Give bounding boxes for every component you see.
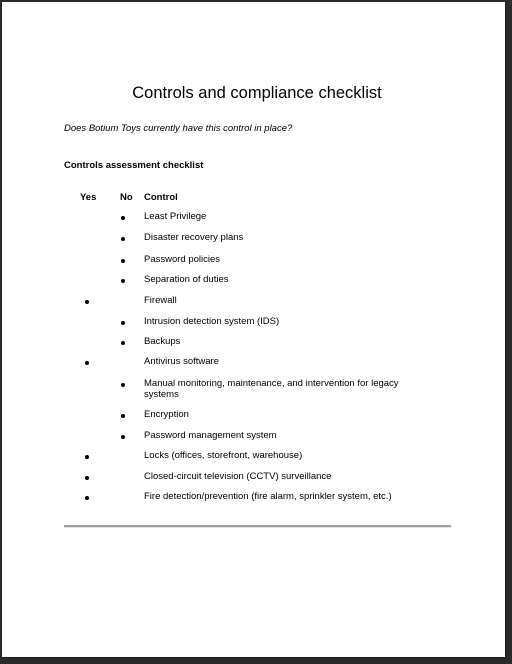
control-label: Encryption bbox=[144, 409, 189, 420]
bullet-mark-icon bbox=[121, 237, 125, 241]
bullet-mark-icon bbox=[121, 321, 125, 325]
bullet-mark-icon bbox=[121, 435, 125, 439]
bullet-mark-icon bbox=[121, 259, 125, 263]
control-label: Manual monitoring, maintenance, and intervention for legacy systems bbox=[144, 378, 399, 400]
bullet-mark-icon bbox=[85, 300, 89, 304]
control-label: Antivirus software bbox=[144, 356, 219, 367]
control-label: Intrusion detection system (IDS) bbox=[144, 316, 280, 327]
document-title: Controls and compliance checklist bbox=[132, 84, 382, 102]
control-label: Fire detection/prevention (fire alarm, sprinkler system, etc.) bbox=[144, 491, 392, 502]
control-label: Closed-circuit television (CCTV) surveillance bbox=[144, 471, 332, 482]
control-label: Password policies bbox=[144, 254, 221, 265]
bullet-mark-icon bbox=[121, 383, 125, 387]
control-label: Locks (offices, storefront, warehouse) bbox=[144, 450, 303, 461]
bullet-mark-icon bbox=[121, 216, 125, 220]
bullet-mark-icon bbox=[85, 476, 89, 480]
section-heading: Controls assessment checklist bbox=[64, 160, 204, 171]
document-page bbox=[2, 2, 505, 657]
bullet-mark-icon bbox=[85, 361, 89, 365]
bullet-mark-icon bbox=[121, 341, 125, 345]
control-label: Backups bbox=[144, 336, 181, 347]
assessment-question: Does Botium Toys currently have this control in place? bbox=[64, 123, 293, 134]
bullet-mark-icon bbox=[121, 279, 125, 283]
bullet-mark-icon bbox=[85, 455, 89, 459]
horizontal-rule bbox=[64, 525, 451, 527]
control-label: Least Privilege bbox=[144, 211, 207, 222]
column-header-control: Control bbox=[144, 192, 178, 203]
bullet-mark-icon bbox=[85, 496, 89, 500]
control-label: Firewall bbox=[144, 295, 177, 306]
column-header-no: No bbox=[120, 192, 133, 203]
bullet-mark-icon bbox=[121, 414, 125, 418]
control-label: Password management system bbox=[144, 430, 277, 441]
control-label: Separation of duties bbox=[144, 274, 229, 285]
control-label: Disaster recovery plans bbox=[144, 232, 244, 243]
column-header-yes: Yes bbox=[80, 192, 97, 203]
